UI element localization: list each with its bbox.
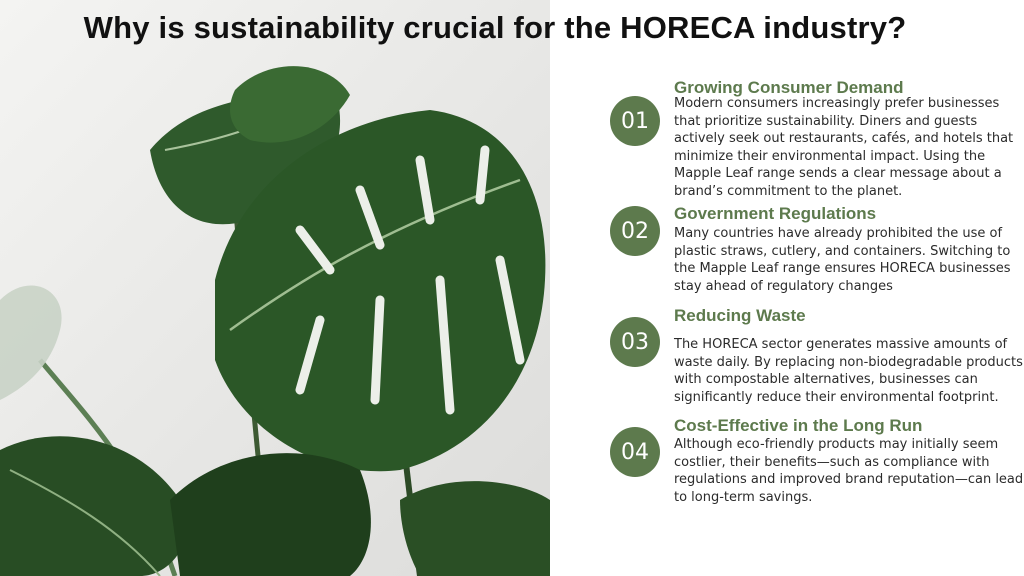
number-badge: 03	[610, 317, 660, 367]
point-heading: Cost-Effective in the Long Run	[674, 416, 923, 435]
point-text: Although eco-friendly products may initially seem costlier, their benefits—such as compliance with regulations and improved brand reputation—can lead to long-term savings.	[674, 437, 1024, 505]
point-text: Modern consumers increasingly prefer businesses that prioritize sustainability. Diners and guests actively seek out restaurants, cafés, and hotels that minimize their environmental impact. Using the Mapple Leaf range sends a clear message about a brand’s commitment to the planet.	[674, 96, 1014, 199]
number-badge: 01	[610, 96, 660, 146]
point-heading: Reducing Waste	[674, 306, 806, 325]
point-text: The HORECA sector generates massive amounts of waste daily. By replacing non-biodegradable products with compostable alternatives, businesses can significantly reduce their environmental footprint.	[674, 337, 1023, 405]
number-badge: 04	[610, 427, 660, 477]
number-badge: 02	[610, 206, 660, 256]
point-text: Many countries have already prohibited the use of plastic straws, cutlery, and containers. Switching to the Mapple Leaf range ensures HORECA businesses stay ahead of regulatory changes	[674, 226, 1011, 294]
point-heading: Growing Consumer Demand	[674, 78, 904, 97]
page-title: Why is sustainability crucial for the HORECA industry?	[83, 10, 907, 45]
point-heading: Government Regulations	[674, 204, 877, 223]
